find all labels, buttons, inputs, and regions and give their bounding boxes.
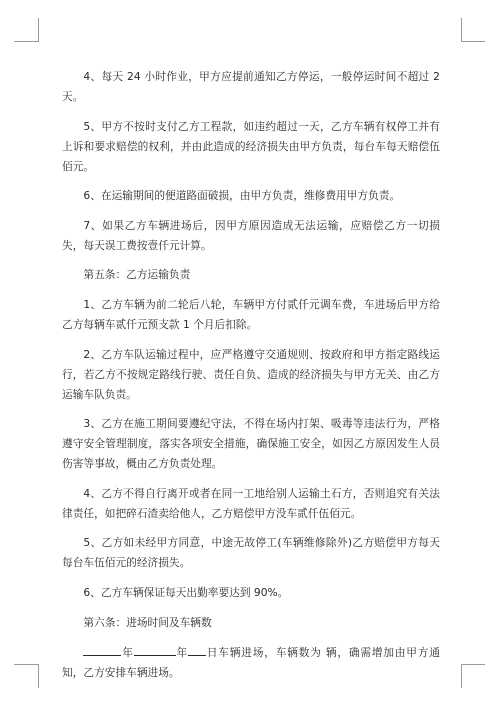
clause-paragraph: 5、甲方不按时支付乙方工程款，如违约超过一天，乙方车辆有权停工并有上诉和要求赔偿的权利，并由此造成的经济损失由甲方负责，每台车每天赔偿伍佰元。 [62, 119, 440, 173]
crop-mark [38, 18, 39, 42]
clause-paragraph: 7、如果乙方车辆进场后，因甲方原因造成无法运输，应赔偿乙方一切损失，每天误工费按壹仟元计算。 [62, 218, 440, 252]
section-heading: 第六条：进场时间及车辆数 [83, 615, 212, 629]
year-label: 年 [175, 646, 188, 660]
clause-paragraph: 2、乙方车队运输过程中，应严格遵守交通规则、按政府和甲方指定路线运行，若乙方不按规定路线行驶、责任自负、造成的经济损失与甲方无关、由乙方运输车队负责。 [62, 347, 440, 401]
crop-mark [14, 664, 38, 665]
section-heading: 第五条：乙方运输负责 [83, 268, 191, 282]
crop-mark [38, 664, 39, 688]
crop-mark [14, 41, 38, 42]
clause-paragraph: 1、乙方车辆为前二轮后八轮，车辆甲方付贰仟元调车费，车进场后甲方给乙方每辆车贰仟元预支款 1 个月后扣除。 [62, 297, 440, 331]
crop-mark [461, 41, 485, 42]
entry-time-paragraph [62, 642, 440, 683]
blank-line [134, 642, 176, 656]
year-label: 年 [121, 646, 134, 660]
clause-paragraph: 6、在运输期间的便道路面破损，由甲方负责，维修费用甲方负责。 [83, 189, 401, 203]
blank-line [83, 642, 121, 656]
document-body [62, 67, 440, 693]
clause-paragraph: 3、乙方在施工期间要遵纪守法，不得在场内打架、吸毒等违法行为，严格遵守安全管理制度，落实各项安全措施，确保施工安全，如因乙方原因发生人员伤害等事故，概由乙方负责处理。 [62, 417, 440, 471]
crop-mark [461, 664, 462, 688]
crop-mark [461, 18, 462, 42]
blank-line [188, 642, 206, 656]
clause-paragraph: 5、乙方如未经甲方同意，中途无故停工(车辆维修除外)乙方赔偿甲方每天每台车伍佰元的经济损失。 [62, 536, 440, 570]
entry-time-text: 日车辆进场，车辆数为 辆，确需增加由甲方通知，乙方安排车辆进场。 [62, 646, 440, 680]
clause-paragraph: 4、每天 24 小时作业，甲方应提前通知乙方停运，一般停运时间不超过 2 天。 [62, 70, 440, 103]
clause-paragraph: 4、乙方不得自行离开或者在同一工地给别人运输土石方，否则追究有关法律责任，如把碎石渣卖给他人，乙方赔偿甲方没车贰仟伍佰元。 [62, 486, 440, 520]
crop-mark [461, 664, 485, 665]
clause-paragraph: 6、乙方车辆保证每天出勤率要达到 90%。 [83, 585, 289, 599]
